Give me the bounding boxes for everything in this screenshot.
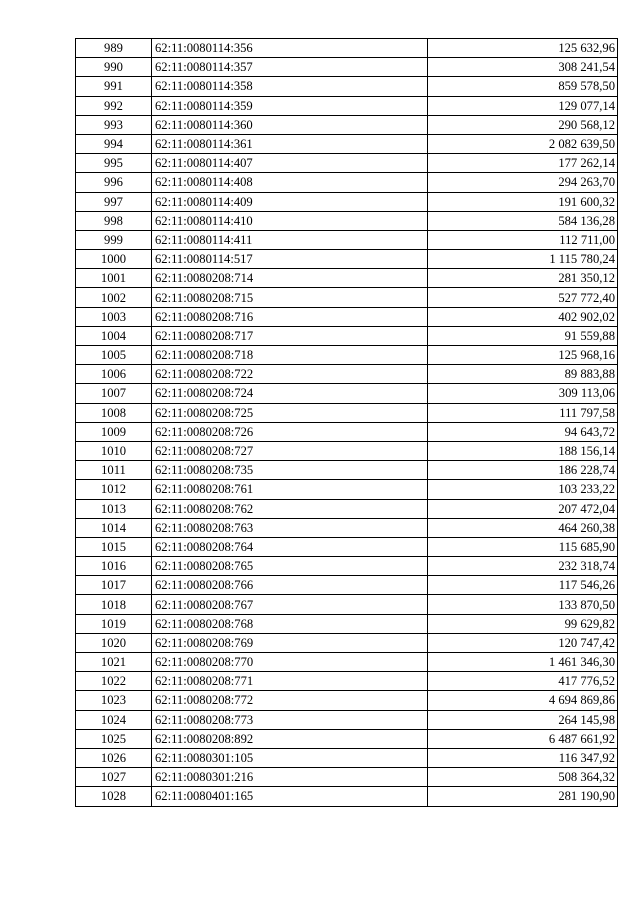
cadastral-number-cell: 62:11:0080208:771	[152, 672, 428, 691]
cadastral-number-cell: 62:11:0080208:766	[152, 576, 428, 595]
cadastral-value-cell: 417 776,52	[428, 672, 618, 691]
row-number-cell: 1011	[76, 461, 152, 480]
cadastral-value-cell: 133 870,50	[428, 595, 618, 614]
table-row	[76, 710, 618, 729]
row-number-cell: 1019	[76, 614, 152, 633]
row-number-cell: 997	[76, 192, 152, 211]
row-number-cell: 1022	[76, 672, 152, 691]
cadastral-value-cell: 859 578,50	[428, 77, 618, 96]
table-row	[76, 422, 618, 441]
cadastral-value-cell: 89 883,88	[428, 365, 618, 384]
table-row	[76, 480, 618, 499]
row-number-cell: 995	[76, 154, 152, 173]
cadastral-value-cell: 103 233,22	[428, 480, 618, 499]
table-row	[76, 307, 618, 326]
cadastral-number-cell: 62:11:0080208:726	[152, 422, 428, 441]
cadastral-number-cell: 62:11:0080114:407	[152, 154, 428, 173]
row-number-cell: 1009	[76, 422, 152, 441]
cadastral-number-cell: 62:11:0080114:358	[152, 77, 428, 96]
cadastral-value-cell: 120 747,42	[428, 633, 618, 652]
cadastral-value-cell: 1 115 780,24	[428, 250, 618, 269]
cadastral-number-cell: 62:11:0080301:105	[152, 748, 428, 767]
cadastral-value-cell: 281 190,90	[428, 787, 618, 806]
table-row	[76, 134, 618, 153]
table-row	[76, 537, 618, 556]
cadastral-value-cell: 264 145,98	[428, 710, 618, 729]
row-number-cell: 1004	[76, 326, 152, 345]
row-number-cell: 1018	[76, 595, 152, 614]
table-row	[76, 192, 618, 211]
table-row	[76, 787, 618, 806]
table-row	[76, 154, 618, 173]
table-row	[76, 768, 618, 787]
row-number-cell: 1017	[76, 576, 152, 595]
row-number-cell: 1014	[76, 518, 152, 537]
cadastral-value-cell: 308 241,54	[428, 58, 618, 77]
table-row	[76, 77, 618, 96]
row-number-cell: 999	[76, 230, 152, 249]
cadastral-value-cell: 125 632,96	[428, 39, 618, 58]
cadastral-number-cell: 62:11:0080208:715	[152, 288, 428, 307]
cadastral-number-cell: 62:11:0080208:769	[152, 633, 428, 652]
row-number-cell: 1012	[76, 480, 152, 499]
cadastral-number-cell: 62:11:0080208:762	[152, 499, 428, 518]
table-row	[76, 96, 618, 115]
table-row	[76, 326, 618, 345]
cadastral-value-cell: 6 487 661,92	[428, 729, 618, 748]
table-row	[76, 269, 618, 288]
cadastral-value-cell: 281 350,12	[428, 269, 618, 288]
cadastral-number-cell: 62:11:0080114:409	[152, 192, 428, 211]
cadastral-number-cell: 62:11:0080301:216	[152, 768, 428, 787]
table-row	[76, 461, 618, 480]
row-number-cell: 1010	[76, 441, 152, 460]
cadastral-value-cell: 116 347,92	[428, 748, 618, 767]
cadastral-value-cell: 464 260,38	[428, 518, 618, 537]
cadastral-number-cell: 62:11:0080114:360	[152, 115, 428, 134]
cadastral-value-cell: 117 546,26	[428, 576, 618, 595]
cadastral-number-cell: 62:11:0080114:411	[152, 230, 428, 249]
cadastral-number-cell: 62:11:0080208:718	[152, 346, 428, 365]
row-number-cell: 996	[76, 173, 152, 192]
cadastral-number-cell: 62:11:0080208:773	[152, 710, 428, 729]
table-row	[76, 39, 618, 58]
cadastral-number-cell: 62:11:0080114:361	[152, 134, 428, 153]
cadastral-number-cell: 62:11:0080114:410	[152, 211, 428, 230]
cadastral-number-cell: 62:11:0080208:768	[152, 614, 428, 633]
cadastral-value-cell: 191 600,32	[428, 192, 618, 211]
cadastral-number-cell: 62:11:0080208:767	[152, 595, 428, 614]
cadastral-number-cell: 62:11:0080208:735	[152, 461, 428, 480]
cadastral-number-cell: 62:11:0080208:724	[152, 384, 428, 403]
row-number-cell: 989	[76, 39, 152, 58]
table-body	[76, 39, 618, 807]
row-number-cell: 1005	[76, 346, 152, 365]
row-number-cell: 990	[76, 58, 152, 77]
cadastral-value-cell: 111 797,58	[428, 403, 618, 422]
cadastral-number-cell: 62:11:0080114:517	[152, 250, 428, 269]
table-row	[76, 346, 618, 365]
row-number-cell: 1021	[76, 653, 152, 672]
cadastral-number-cell: 62:11:0080114:356	[152, 39, 428, 58]
row-number-cell: 994	[76, 134, 152, 153]
cadastral-number-cell: 62:11:0080208:761	[152, 480, 428, 499]
table-row	[76, 576, 618, 595]
table-row	[76, 250, 618, 269]
row-number-cell: 1015	[76, 537, 152, 556]
row-number-cell: 1007	[76, 384, 152, 403]
table-row	[76, 748, 618, 767]
table-row	[76, 595, 618, 614]
cadastral-value-cell: 1 461 346,30	[428, 653, 618, 672]
row-number-cell: 1003	[76, 307, 152, 326]
row-number-cell: 1013	[76, 499, 152, 518]
cadastral-number-cell: 62:11:0080208:722	[152, 365, 428, 384]
cadastral-value-cell: 527 772,40	[428, 288, 618, 307]
cadastral-value-cell: 309 113,06	[428, 384, 618, 403]
table-row	[76, 403, 618, 422]
table-row	[76, 384, 618, 403]
row-number-cell: 1025	[76, 729, 152, 748]
cadastral-number-cell: 62:11:0080401:165	[152, 787, 428, 806]
table-row	[76, 115, 618, 134]
cadastral-value-cell: 99 629,82	[428, 614, 618, 633]
cadastral-number-cell: 62:11:0080114:408	[152, 173, 428, 192]
row-number-cell: 1006	[76, 365, 152, 384]
table-row	[76, 614, 618, 633]
row-number-cell: 1024	[76, 710, 152, 729]
cadastral-value-cell: 508 364,32	[428, 768, 618, 787]
row-number-cell: 993	[76, 115, 152, 134]
table-row	[76, 633, 618, 652]
cadastral-value-cell: 232 318,74	[428, 557, 618, 576]
row-number-cell: 1020	[76, 633, 152, 652]
cadastral-number-cell: 62:11:0080208:772	[152, 691, 428, 710]
table-row	[76, 518, 618, 537]
cadastral-value-cell: 290 568,12	[428, 115, 618, 134]
table-row	[76, 653, 618, 672]
table-row	[76, 729, 618, 748]
cadastral-number-cell: 62:11:0080208:714	[152, 269, 428, 288]
table-row	[76, 230, 618, 249]
cadastral-number-cell: 62:11:0080114:359	[152, 96, 428, 115]
table-row	[76, 173, 618, 192]
cadastral-value-cell: 125 968,16	[428, 346, 618, 365]
cadastral-number-cell: 62:11:0080208:892	[152, 729, 428, 748]
cadastral-value-cell: 186 228,74	[428, 461, 618, 480]
cadastral-number-cell: 62:11:0080208:717	[152, 326, 428, 345]
cadastral-number-cell: 62:11:0080208:727	[152, 441, 428, 460]
table-row	[76, 441, 618, 460]
table-row	[76, 499, 618, 518]
cadastral-value-cell: 129 077,14	[428, 96, 618, 115]
cadastral-number-cell: 62:11:0080208:725	[152, 403, 428, 422]
row-number-cell: 1008	[76, 403, 152, 422]
table-row	[76, 58, 618, 77]
cadastral-number-cell: 62:11:0080208:763	[152, 518, 428, 537]
cadastral-value-cell: 4 694 869,86	[428, 691, 618, 710]
table-row	[76, 672, 618, 691]
row-number-cell: 992	[76, 96, 152, 115]
table-row	[76, 211, 618, 230]
table-row	[76, 691, 618, 710]
cadastral-value-cell: 294 263,70	[428, 173, 618, 192]
row-number-cell: 991	[76, 77, 152, 96]
cadastral-number-cell: 62:11:0080208:770	[152, 653, 428, 672]
cadastral-value-cell: 207 472,04	[428, 499, 618, 518]
document-page	[75, 38, 618, 807]
row-number-cell: 998	[76, 211, 152, 230]
row-number-cell: 1000	[76, 250, 152, 269]
table-row	[76, 365, 618, 384]
row-number-cell: 1016	[76, 557, 152, 576]
table-row	[76, 288, 618, 307]
cadastral-value-cell: 402 902,02	[428, 307, 618, 326]
cadastral-value-cell: 115 685,90	[428, 537, 618, 556]
cadastral-value-table	[75, 38, 618, 807]
row-number-cell: 1001	[76, 269, 152, 288]
row-number-cell: 1028	[76, 787, 152, 806]
cadastral-value-cell: 91 559,88	[428, 326, 618, 345]
cadastral-number-cell: 62:11:0080208:716	[152, 307, 428, 326]
cadastral-value-cell: 584 136,28	[428, 211, 618, 230]
cadastral-value-cell: 188 156,14	[428, 441, 618, 460]
cadastral-number-cell: 62:11:0080208:765	[152, 557, 428, 576]
cadastral-value-cell: 112 711,00	[428, 230, 618, 249]
table-row	[76, 557, 618, 576]
row-number-cell: 1002	[76, 288, 152, 307]
cadastral-value-cell: 177 262,14	[428, 154, 618, 173]
cadastral-value-cell: 2 082 639,50	[428, 134, 618, 153]
cadastral-value-cell: 94 643,72	[428, 422, 618, 441]
row-number-cell: 1026	[76, 748, 152, 767]
row-number-cell: 1027	[76, 768, 152, 787]
cadastral-number-cell: 62:11:0080114:357	[152, 58, 428, 77]
cadastral-number-cell: 62:11:0080208:764	[152, 537, 428, 556]
row-number-cell: 1023	[76, 691, 152, 710]
